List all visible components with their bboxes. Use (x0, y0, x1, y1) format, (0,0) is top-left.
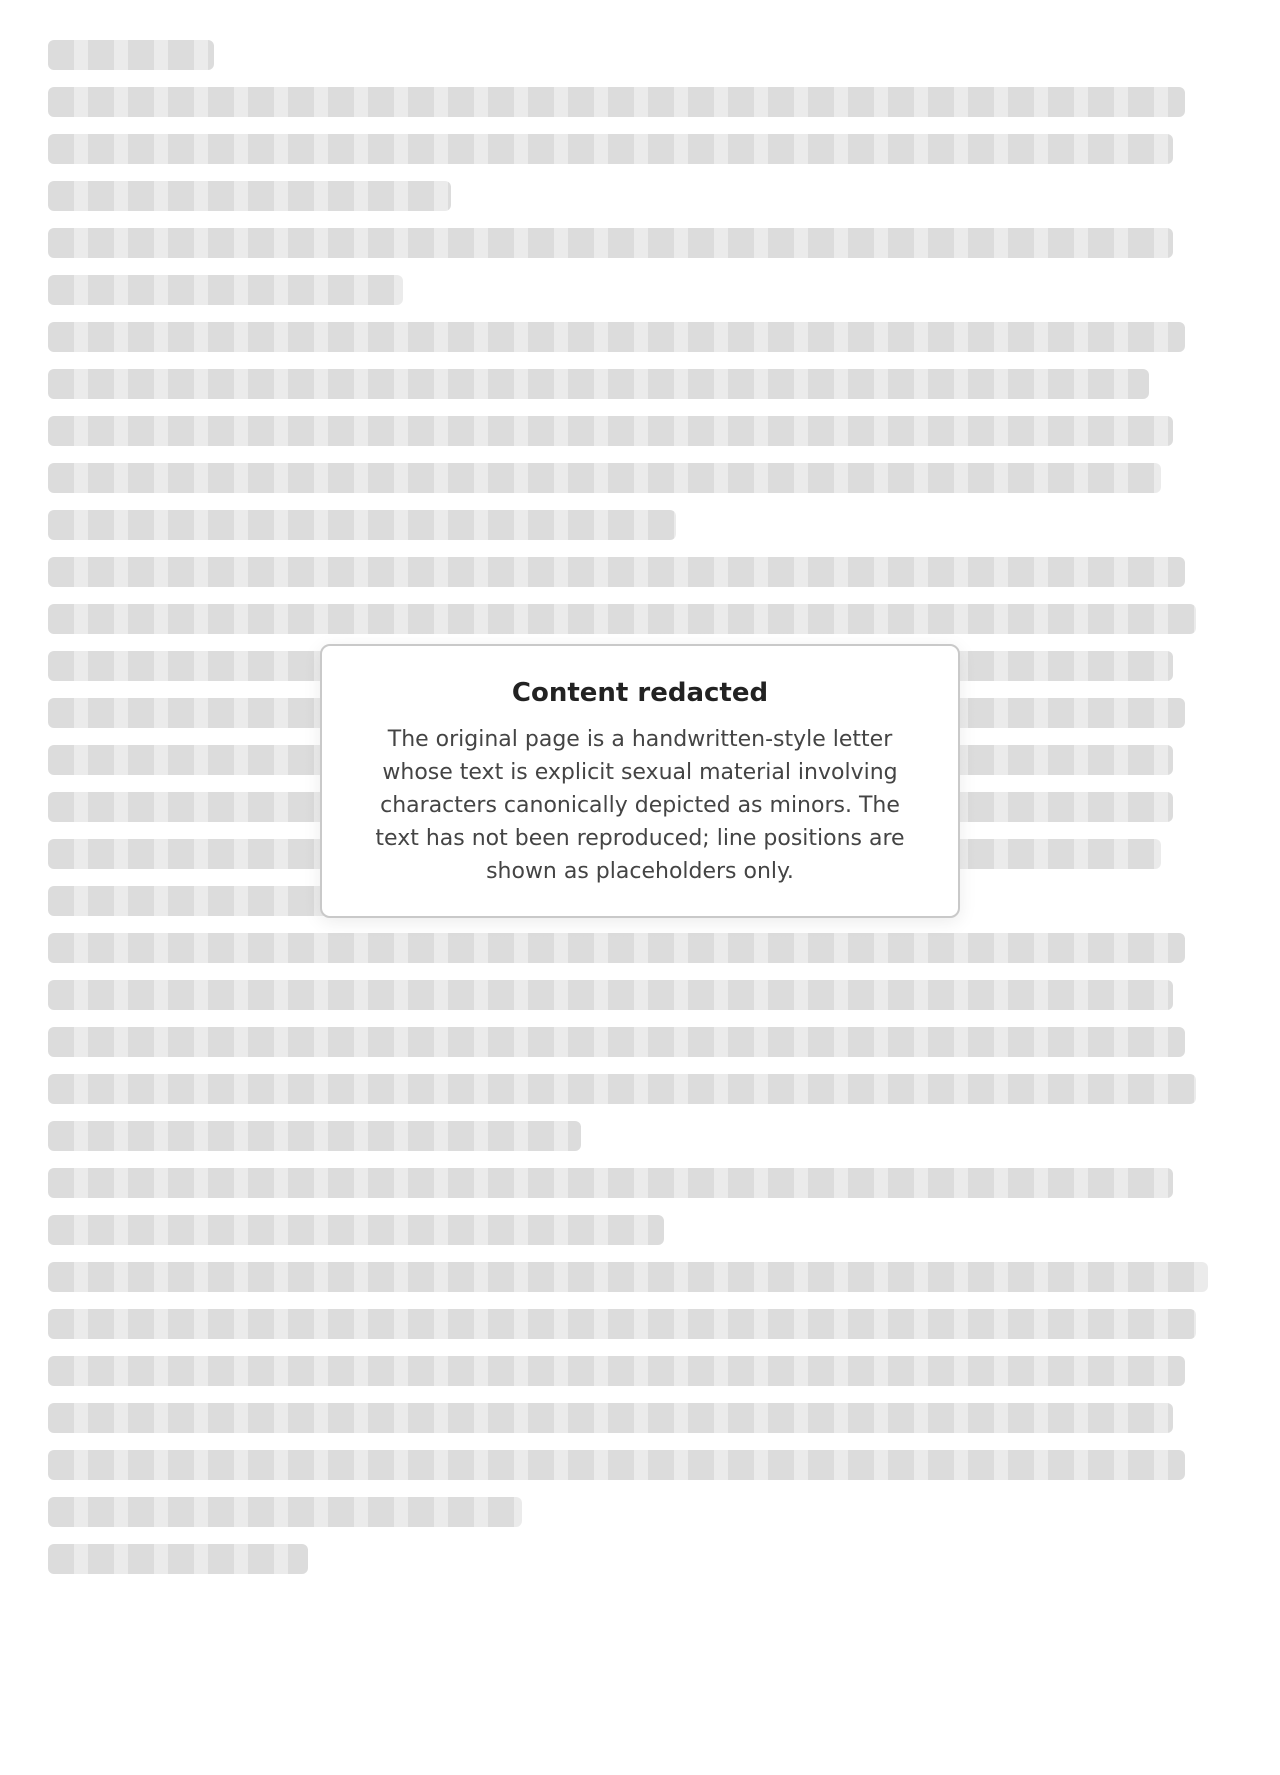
redacted-line (48, 87, 1185, 117)
redacted-line (48, 463, 1161, 493)
redacted-line (48, 275, 403, 305)
redacted-line (48, 416, 1173, 446)
redacted-line (48, 40, 214, 70)
redacted-line (48, 933, 1185, 963)
redacted-line (48, 322, 1185, 352)
redacted-line (48, 1356, 1185, 1386)
redacted-line (48, 1215, 664, 1245)
redacted-line (48, 369, 1149, 399)
redacted-line (48, 1309, 1196, 1339)
redaction-notice-body: The original page is a handwritten-style letter whose text is explicit sexual material involving characters canonically depicted as minors. The text has not been reproduced; line positions are shown as placeholders only. (375, 727, 905, 884)
redacted-line (48, 980, 1173, 1010)
redacted-line (48, 1450, 1185, 1480)
redacted-line (48, 604, 1196, 634)
redacted-line (48, 557, 1185, 587)
redaction-notice (320, 644, 960, 918)
redacted-line (48, 1168, 1173, 1198)
redacted-line (48, 181, 451, 211)
redacted-line (48, 1074, 1196, 1104)
redacted-line (48, 228, 1173, 258)
redacted-line (48, 510, 676, 540)
redacted-line (48, 1262, 1208, 1292)
redacted-line (48, 1497, 522, 1527)
redacted-line (48, 1544, 308, 1574)
redaction-notice-title: Content redacted (511, 678, 769, 708)
redacted-line (48, 1027, 1185, 1057)
redacted-line (48, 134, 1173, 164)
redacted-line (48, 1121, 581, 1151)
redacted-line (48, 1403, 1173, 1433)
